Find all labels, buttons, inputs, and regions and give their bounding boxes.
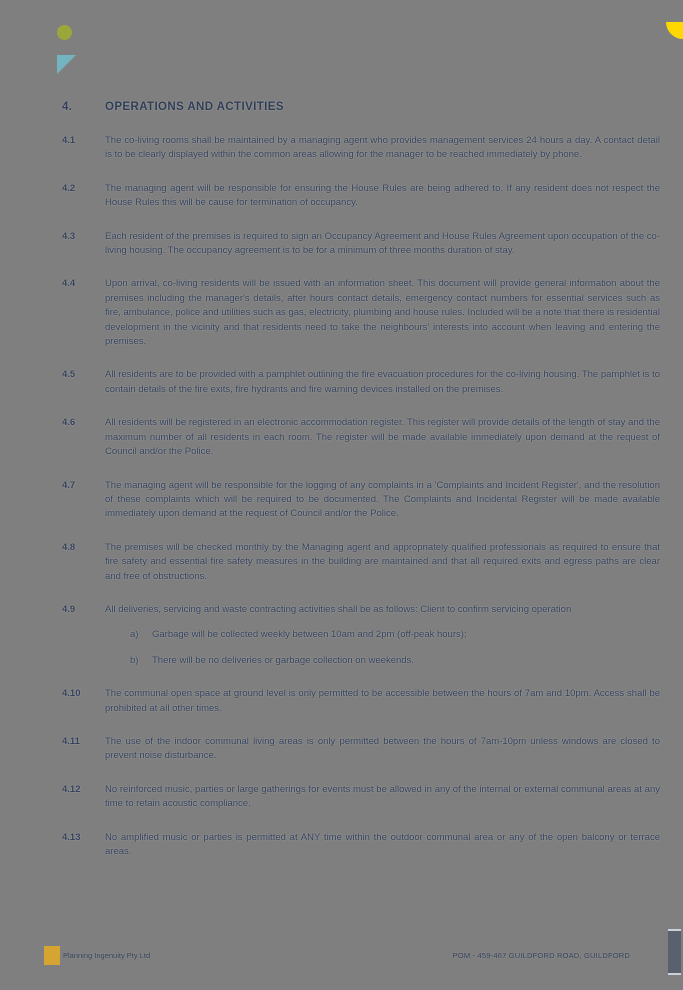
footer-left	[44, 946, 150, 965]
clause-body	[105, 230, 660, 259]
clause-number: 4.9	[62, 603, 76, 615]
clause-text: The communal open space at ground level is only permitted to be accessible between the hours of 7am and 10pm. Access shall be prohibited at all other times.	[105, 688, 660, 714]
clause-number: 4.3	[62, 230, 76, 242]
clause-body	[105, 277, 660, 349]
clause-body	[105, 479, 660, 522]
clause-row	[62, 479, 660, 522]
clause-number: 4.1	[62, 135, 76, 146]
clause-text: No reinforced music, parties or large gatherings for events must be allowed in any of the internal or external communal areas at any time to retain acoustic compliance.	[105, 783, 660, 810]
clause-number: 4.12	[62, 783, 81, 795]
clause-sub-item	[105, 628, 660, 642]
sub-item-text: Garbage will be collected weekly between 10am and 2pm (off-peak hours);	[152, 629, 467, 641]
clause-text: The managing agent will be responsible for ensuring the House Rules are being adhered to. If any resident does not respect the House Rules this will be cause for termination of occupancy.	[105, 182, 660, 209]
sub-item-label: a)	[130, 629, 139, 641]
clause-number: 4.8	[62, 541, 76, 553]
clause-row	[62, 735, 660, 764]
clause-text: All residents are to be provided with a pamphlet outlining the fire evacuation procedures for the co-living housing. The pamphlet is to contain details of the fire exits, fire hydrants and fire warning devices installed on the premises.	[105, 369, 660, 395]
clause-text: The co-living rooms shall be maintained by a managing agent who provides management services 24 hours a day. A contact detail is to be clearly displayed within the common areas allowing for the manager to be reached immediately by phone.	[105, 135, 660, 161]
clause-text: Each resident of the premises is required to sign an Occupancy Agreement and House Rules Agreement upon occupation of the co-living housing. The occupancy agreement is to be for a minimum of three months duration of stay.	[105, 230, 660, 257]
section-heading	[62, 101, 660, 113]
clause-number: 4.4	[62, 278, 76, 290]
clause-number: 4.2	[62, 182, 76, 194]
clause-text: Upon arrival, co-living residents will be issued with an information sheet. This document will provide general information about the premises including the manager's details, after hours contact details, emergency contact numbers for essential services such as fire, ambulance, police and utilities such as gas, electricity, plumbing and house rules. Included will be a note that there is residential development in the vicinity and that residents need to take the neighbours' interests into account when leaving and entering the premises.	[105, 278, 660, 348]
section-number: 4.	[62, 101, 73, 113]
clause-body	[105, 182, 660, 211]
clause-row	[62, 687, 660, 716]
clause-row	[62, 603, 660, 668]
clause-row	[62, 416, 660, 459]
clause-row	[62, 368, 660, 397]
clause-text: All deliveries, servicing and waste contracting activities shall be as follows: Client to confirm servicing operation	[105, 603, 572, 615]
clause-text: The use of the indoor communal living areas is only permitted between the hours of 7am-10pm unless windows are closed to prevent noise disturbance.	[105, 735, 660, 762]
clause-body	[105, 368, 660, 397]
clause-text: All residents will be registered in an electronic accommodation register. This register will provide details of the length of stay and the maximum number of all residents in each room. The register will be made available immediately upon demand at the request of Council and/or the Police.	[105, 417, 660, 458]
clause-number: 4.5	[62, 369, 76, 381]
clause-body	[105, 541, 660, 584]
brand-dot-icon	[57, 25, 72, 40]
clause-sub-item	[105, 654, 660, 668]
section-title: OPERATIONS AND ACTIVITIES	[105, 101, 284, 113]
clause-body	[105, 416, 660, 459]
clause-row	[62, 134, 660, 163]
brand-triangle-icon	[57, 55, 76, 74]
clause-row	[62, 831, 660, 860]
clause-body	[105, 687, 660, 716]
page-edge-tab	[668, 929, 681, 975]
clause-row	[62, 277, 660, 349]
clause-number: 4.10	[62, 688, 81, 700]
clause-body	[105, 603, 660, 668]
sub-item-label: b)	[130, 654, 139, 666]
page-content	[62, 101, 660, 878]
footer-company: Planning Ingenuity Pty Ltd	[63, 951, 151, 960]
clause-row	[62, 182, 660, 211]
footer-document-ref: POM - 459-467 GUILDFORD ROAD, GUILDFORD	[452, 951, 630, 960]
clause-row	[62, 230, 660, 259]
clause-text: No amplified music or parties is permitted at ANY time within the outdoor communal area or any of the open balcony or terrace areas.	[105, 831, 660, 857]
clause-row	[62, 783, 660, 812]
clause-body	[105, 134, 660, 163]
clause-body	[105, 735, 660, 764]
clause-number: 4.13	[62, 831, 81, 843]
clause-row	[62, 541, 660, 584]
clause-text: The managing agent will be responsible for the logging of any complaints in a 'Complaints and Incident Register', and the resolution of these complaints which will be required to be documented. The Complaints and Incidental Register will be made available immediately upon demand at the request of Council and/or the Police.	[105, 479, 660, 520]
clause-sub-list	[105, 628, 660, 668]
clause-body	[105, 783, 660, 812]
clause-body	[105, 831, 660, 860]
clause-number: 4.7	[62, 479, 76, 491]
clause-list	[62, 134, 660, 859]
clause-number: 4.11	[62, 735, 80, 747]
clause-number: 4.6	[62, 417, 76, 429]
clause-text: The premises will be checked monthly by the Managing agent and appropriately qualified professionals as required to ensure that fire safety and essential fire safety measures in the building are maintained and that all required exits and egress paths are clear and free of obstructions.	[105, 541, 660, 582]
footer-logo-icon	[44, 946, 60, 965]
corner-quarter-circle-icon	[666, 22, 683, 39]
sub-item-text: There will be no deliveries or garbage collection on weekends.	[152, 654, 414, 666]
